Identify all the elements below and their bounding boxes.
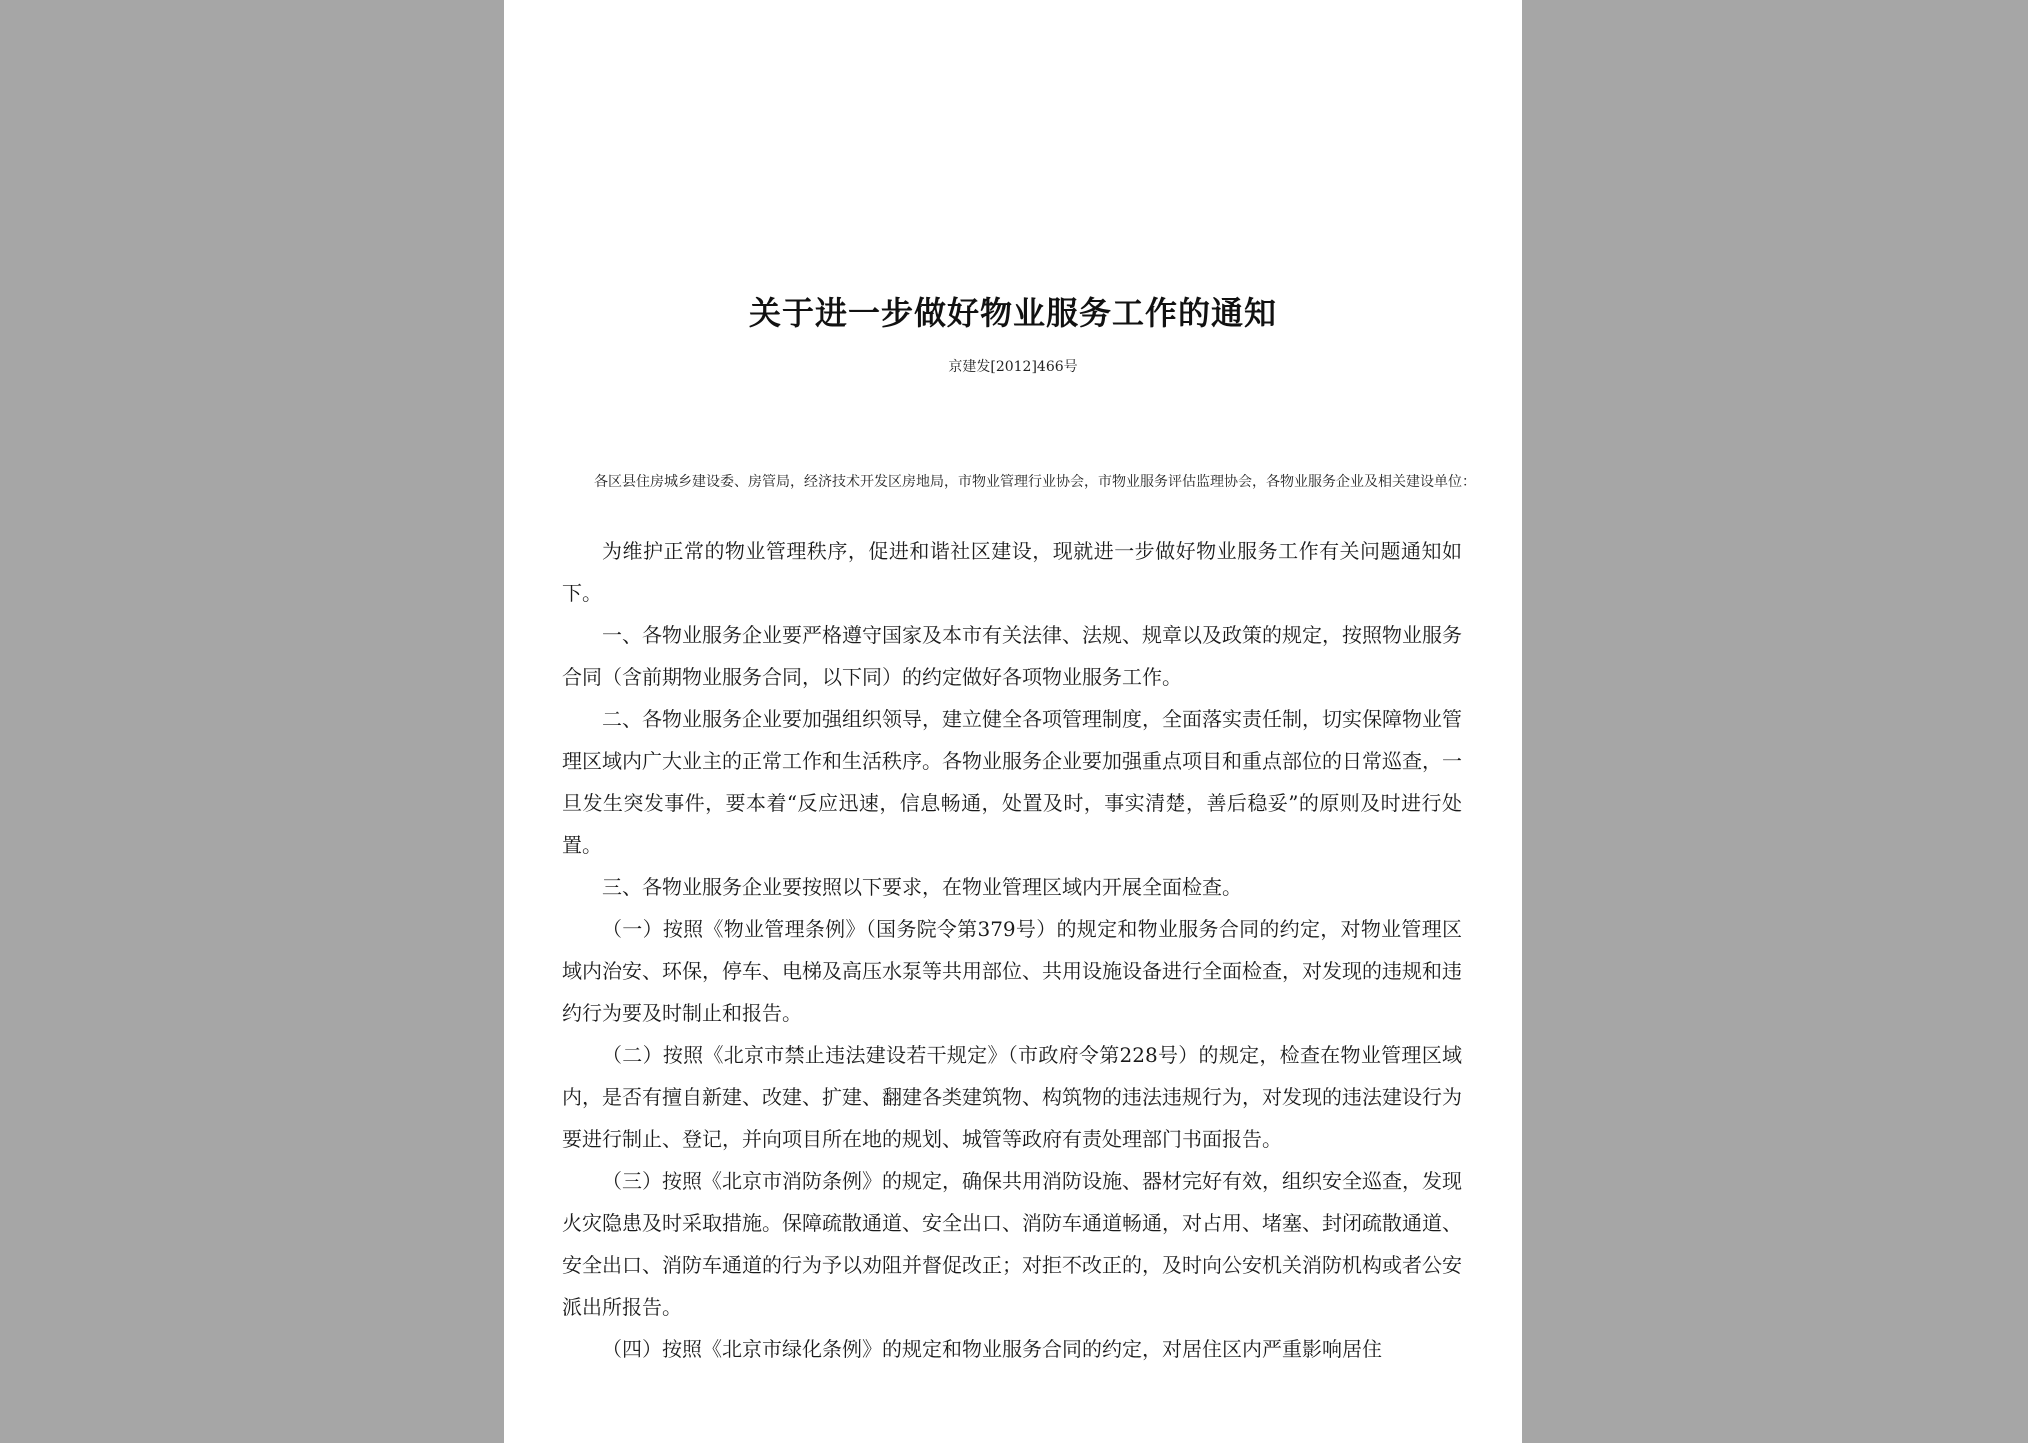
paragraph: 一、各物业服务企业要严格遵守国家及本市有关法律、法规、规章以及政策的规定，按照物业服务合同（含前期物业服务合同，以下同）的约定做好各项物业服务工作。 [562, 623, 1462, 689]
document-title: 关于进一步做好物业服务工作的通知 [748, 294, 1277, 332]
paragraph: （一）按照《物业管理条例》（国务院令第379号）的规定和物业服务合同的约定，对物业管理区域内治安、环保，停车、电梯及高压水泵等共用部位、共用设施设备进行全面检查，对发现的违规和违约行为要及时制止和报告。 [562, 917, 1462, 1025]
paragraph: （三）按照《北京市消防条例》的规定，确保共用消防设施、器材完好有效，组织安全巡查，发现火灾隐患及时采取措施。保障疏散通道、安全出口、消防车通道畅通，对占用、堵塞、封闭疏散通道、安全出口、消防车通道的行为予以劝阻并督促改正；对拒不改正的，及时向公安机关消防机构或者公安派出所报告。 [562, 1169, 1462, 1319]
paragraph: （二）按照《北京市禁止违法建设若干规定》（市政府令第228号）的规定，检查在物业管理区域内，是否有擅自新建、改建、扩建、翻建各类建筑物、构筑物的违法违规行为，对发现的违法建设行为要进行制止、登记，并向项目所在地的规划、城管等政府有责处理部门书面报告。 [562, 1043, 1462, 1151]
document-number: 京建发[2012]466号 [948, 359, 1078, 375]
addressee: 各区县住房城乡建设委、房管局，经济技术开发区房地局，市物业管理行业协会，市物业服务评估监理协会，各物业服务企业及相关建设单位： [594, 474, 1476, 490]
paragraph: 为维护正常的物业管理秩序，促进和谐社区建设，现就进一步做好物业服务工作有关问题通知如下。 [562, 539, 1462, 605]
document-page [504, 0, 1522, 1443]
paragraph: 二、各物业服务企业要加强组织领导，建立健全各项管理制度，全面落实责任制，切实保障物业管理区域内广大业主的正常工作和生活秩序。各物业服务企业要加强重点项目和重点部位的日常巡查，一旦发生突发事件，要本着“反应迅速，信息畅通，处置及时，事实清楚，善后稳妥”的原则及时进行处置。 [562, 707, 1462, 857]
document-body [562, 530, 1462, 1370]
paragraph: （四）按照《北京市绿化条例》的规定和物业服务合同的约定，对居住区内严重影响居住 [602, 1337, 1382, 1361]
paragraph: 三、各物业服务企业要按照以下要求，在物业管理区域内开展全面检查。 [602, 875, 1242, 899]
